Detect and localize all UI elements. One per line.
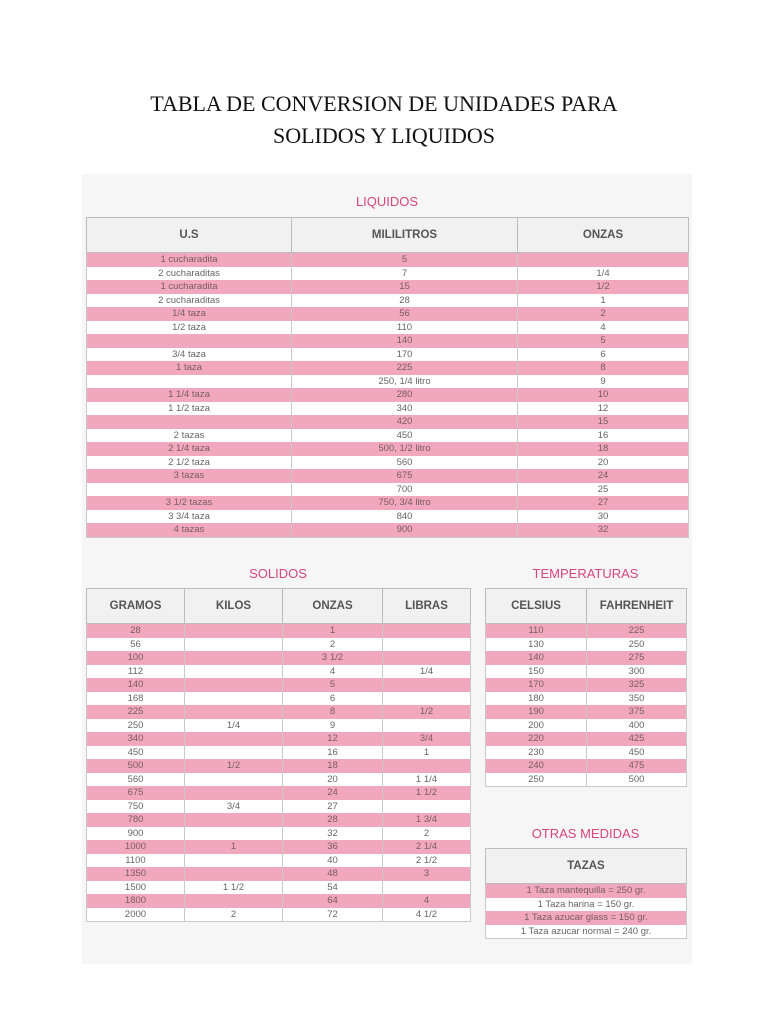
table-cell bbox=[185, 894, 283, 908]
column-header: GRAMOS bbox=[87, 589, 185, 624]
table-cell: 1/4 bbox=[383, 665, 471, 679]
table-cell: 500 bbox=[587, 773, 687, 787]
table-cell: 1/2 bbox=[185, 759, 283, 773]
table-row bbox=[87, 773, 471, 787]
table-cell: 2 bbox=[283, 638, 383, 652]
table-cell bbox=[185, 692, 283, 706]
table-cell: 28 bbox=[87, 624, 185, 638]
table-row bbox=[87, 624, 471, 638]
table-cell: 340 bbox=[292, 402, 518, 416]
table-cell: 1 Taza mantequilla = 250 gr. bbox=[486, 884, 687, 898]
table-cell: 28 bbox=[292, 294, 518, 308]
table-cell: 3/4 bbox=[383, 732, 471, 746]
solidos-title: SOLIDOS bbox=[249, 566, 307, 581]
table-cell bbox=[185, 732, 283, 746]
table-cell: 168 bbox=[87, 692, 185, 706]
table-cell: 1 3/4 bbox=[383, 813, 471, 827]
table-cell: 16 bbox=[283, 746, 383, 760]
table-row bbox=[87, 746, 471, 760]
table-cell bbox=[185, 827, 283, 841]
table-cell: 275 bbox=[587, 651, 687, 665]
table-cell bbox=[518, 253, 689, 267]
table-cell: 1 Taza azucar glass = 150 gr. bbox=[486, 911, 687, 925]
table-cell: 1 1/2 bbox=[185, 881, 283, 895]
table-cell: 1 bbox=[518, 294, 689, 308]
table-cell: 375 bbox=[587, 705, 687, 719]
table-cell bbox=[185, 705, 283, 719]
table-cell: 675 bbox=[292, 469, 518, 483]
table-cell: 2 1/2 bbox=[383, 854, 471, 868]
table-cell bbox=[185, 786, 283, 800]
table-cell: 1 bbox=[383, 746, 471, 760]
table-cell: 900 bbox=[292, 523, 518, 537]
table-cell: 48 bbox=[283, 867, 383, 881]
table-row bbox=[87, 307, 689, 321]
table-row bbox=[87, 442, 689, 456]
solidos-table bbox=[86, 588, 471, 922]
table-row bbox=[87, 375, 689, 389]
table-cell: 1 1/2 taza bbox=[87, 402, 292, 416]
table-row bbox=[486, 925, 687, 939]
table-cell: 225 bbox=[87, 705, 185, 719]
table-cell: 1/4 bbox=[518, 267, 689, 281]
table-cell: 1350 bbox=[87, 867, 185, 881]
table-cell: 12 bbox=[518, 402, 689, 416]
table-cell: 340 bbox=[87, 732, 185, 746]
table-cell: 6 bbox=[518, 348, 689, 362]
table-row bbox=[87, 334, 689, 348]
table-cell: 1/4 bbox=[185, 719, 283, 733]
table-cell: 28 bbox=[283, 813, 383, 827]
table-row bbox=[87, 483, 689, 497]
table-cell: 4 bbox=[383, 894, 471, 908]
table-cell: 190 bbox=[486, 705, 587, 719]
table-row bbox=[486, 732, 687, 746]
table-cell: 18 bbox=[518, 442, 689, 456]
table-cell: 4 tazas bbox=[87, 523, 292, 537]
table-cell: 1 bbox=[283, 624, 383, 638]
table-row bbox=[486, 898, 687, 912]
table-cell: 180 bbox=[486, 692, 587, 706]
table-cell: 1000 bbox=[87, 840, 185, 854]
table-cell bbox=[185, 638, 283, 652]
table-row bbox=[87, 840, 471, 854]
table-row bbox=[87, 678, 471, 692]
table-cell: 170 bbox=[486, 678, 587, 692]
table-row bbox=[486, 651, 687, 665]
table-cell: 1 cucharadita bbox=[87, 280, 292, 294]
table-cell: 2 1/2 taza bbox=[87, 456, 292, 470]
table-cell: 500, 1/2 litro bbox=[292, 442, 518, 456]
table-cell: 300 bbox=[587, 665, 687, 679]
table-row bbox=[87, 253, 689, 267]
table-cell: 3 bbox=[383, 867, 471, 881]
table-row bbox=[87, 908, 471, 922]
table-cell: 36 bbox=[283, 840, 383, 854]
column-header: TAZAS bbox=[486, 849, 687, 884]
table-cell: 16 bbox=[518, 429, 689, 443]
table-cell bbox=[383, 651, 471, 665]
column-header: ONZAS bbox=[283, 589, 383, 624]
table-row bbox=[87, 469, 689, 483]
table-cell: 130 bbox=[486, 638, 587, 652]
table-cell: 700 bbox=[292, 483, 518, 497]
table-cell bbox=[185, 651, 283, 665]
table-cell bbox=[383, 759, 471, 773]
table-cell bbox=[383, 638, 471, 652]
column-header: KILOS bbox=[185, 589, 283, 624]
table-cell: 230 bbox=[486, 746, 587, 760]
temperaturas-table bbox=[485, 588, 687, 787]
table-cell bbox=[87, 415, 292, 429]
table-cell: 30 bbox=[518, 510, 689, 524]
table-cell: 1 bbox=[185, 840, 283, 854]
table-row bbox=[87, 415, 689, 429]
table-row bbox=[87, 854, 471, 868]
table-cell: 110 bbox=[292, 321, 518, 335]
header-row bbox=[87, 218, 689, 253]
table-cell: 1800 bbox=[87, 894, 185, 908]
table-cell: 3/4 taza bbox=[87, 348, 292, 362]
table-cell: 475 bbox=[587, 759, 687, 773]
table-cell: 40 bbox=[283, 854, 383, 868]
table-cell: 4 bbox=[518, 321, 689, 335]
table-cell: 350 bbox=[587, 692, 687, 706]
table-cell: 5 bbox=[292, 253, 518, 267]
table-cell bbox=[185, 813, 283, 827]
table-row bbox=[486, 746, 687, 760]
table-row bbox=[486, 665, 687, 679]
table-cell: 2 bbox=[518, 307, 689, 321]
table-cell: 450 bbox=[587, 746, 687, 760]
table-row bbox=[486, 624, 687, 638]
table-row bbox=[87, 496, 689, 510]
table-cell bbox=[185, 665, 283, 679]
table-cell: 750 bbox=[87, 800, 185, 814]
table-cell: 3 1/2 bbox=[283, 651, 383, 665]
table-cell: 200 bbox=[486, 719, 587, 733]
table-cell: 3 1/2 tazas bbox=[87, 496, 292, 510]
table-cell: 3 tazas bbox=[87, 469, 292, 483]
column-header: FAHRENHEIT bbox=[587, 589, 687, 624]
table-cell: 240 bbox=[486, 759, 587, 773]
header-row bbox=[486, 589, 687, 624]
table-cell: 27 bbox=[283, 800, 383, 814]
table-cell: 1/4 taza bbox=[87, 307, 292, 321]
table-cell: 1 1/4 bbox=[383, 773, 471, 787]
table-cell: 100 bbox=[87, 651, 185, 665]
table-cell: 225 bbox=[292, 361, 518, 375]
table-cell: 8 bbox=[518, 361, 689, 375]
table-cell: 420 bbox=[292, 415, 518, 429]
table-cell: 72 bbox=[283, 908, 383, 922]
table-cell: 2 bbox=[383, 827, 471, 841]
table-cell: 220 bbox=[486, 732, 587, 746]
column-header: ONZAS bbox=[518, 218, 689, 253]
table-cell: 15 bbox=[518, 415, 689, 429]
table-cell: 24 bbox=[283, 786, 383, 800]
table-row bbox=[87, 732, 471, 746]
table-cell bbox=[87, 334, 292, 348]
table-cell: 3/4 bbox=[185, 800, 283, 814]
table-cell: 7 bbox=[292, 267, 518, 281]
table-cell: 2 tazas bbox=[87, 429, 292, 443]
table-cell: 140 bbox=[87, 678, 185, 692]
table-row bbox=[87, 510, 689, 524]
table-row bbox=[87, 429, 689, 443]
temperaturas-title: TEMPERATURAS bbox=[532, 566, 639, 581]
table-row bbox=[87, 388, 689, 402]
table-cell: 1500 bbox=[87, 881, 185, 895]
table-cell: 2 1/4 taza bbox=[87, 442, 292, 456]
table-cell: 20 bbox=[283, 773, 383, 787]
table-cell bbox=[185, 678, 283, 692]
column-header: U.S bbox=[87, 218, 292, 253]
table-row bbox=[87, 692, 471, 706]
table-cell: 27 bbox=[518, 496, 689, 510]
liquidos-title: LIQUIDOS bbox=[355, 194, 419, 209]
table-row bbox=[87, 759, 471, 773]
table-cell: 1/2 bbox=[518, 280, 689, 294]
table-row bbox=[486, 719, 687, 733]
table-cell bbox=[383, 678, 471, 692]
table-cell: 225 bbox=[587, 624, 687, 638]
table-row bbox=[87, 881, 471, 895]
table-cell: 3 3/4 taza bbox=[87, 510, 292, 524]
table-cell: 1 cucharadita bbox=[87, 253, 292, 267]
table-cell bbox=[185, 773, 283, 787]
table-cell: 400 bbox=[587, 719, 687, 733]
table-cell: 2 1/4 bbox=[383, 840, 471, 854]
table-row bbox=[87, 894, 471, 908]
table-cell: 140 bbox=[292, 334, 518, 348]
table-cell: 1 1/4 taza bbox=[87, 388, 292, 402]
table-cell bbox=[383, 881, 471, 895]
table-row bbox=[87, 786, 471, 800]
column-header: MILILITROS bbox=[292, 218, 518, 253]
table-cell: 4 bbox=[283, 665, 383, 679]
column-header: LIBRAS bbox=[383, 589, 471, 624]
table-cell: 2 bbox=[185, 908, 283, 922]
table-cell: 1100 bbox=[87, 854, 185, 868]
table-cell: 840 bbox=[292, 510, 518, 524]
table-cell: 325 bbox=[587, 678, 687, 692]
table-cell: 32 bbox=[518, 523, 689, 537]
table-row bbox=[486, 884, 687, 898]
table-cell: 140 bbox=[486, 651, 587, 665]
table-cell: 450 bbox=[87, 746, 185, 760]
table-cell: 8 bbox=[283, 705, 383, 719]
table-row bbox=[486, 773, 687, 787]
table-cell: 9 bbox=[283, 719, 383, 733]
table-cell: 20 bbox=[518, 456, 689, 470]
table-cell: 24 bbox=[518, 469, 689, 483]
table-row bbox=[87, 813, 471, 827]
table-row bbox=[87, 523, 689, 537]
table-cell: 250, 1/4 litro bbox=[292, 375, 518, 389]
table-row bbox=[486, 705, 687, 719]
table-cell: 1 Taza azucar normal = 240 gr. bbox=[486, 925, 687, 939]
table-cell bbox=[87, 375, 292, 389]
table-cell: 2000 bbox=[87, 908, 185, 922]
table-cell bbox=[383, 800, 471, 814]
table-cell: 900 bbox=[87, 827, 185, 841]
table-cell: 450 bbox=[292, 429, 518, 443]
table-cell: 780 bbox=[87, 813, 185, 827]
table-cell: 1/2 bbox=[383, 705, 471, 719]
table-cell bbox=[185, 624, 283, 638]
otras-medidas-table bbox=[485, 848, 687, 939]
table-cell: 1/2 taza bbox=[87, 321, 292, 335]
table-row bbox=[87, 456, 689, 470]
header-row bbox=[486, 849, 687, 884]
table-cell: 1 1/2 bbox=[383, 786, 471, 800]
document-title bbox=[0, 88, 768, 152]
table-row bbox=[87, 651, 471, 665]
table-row bbox=[87, 348, 689, 362]
table-row bbox=[486, 759, 687, 773]
table-row bbox=[87, 665, 471, 679]
table-cell bbox=[185, 746, 283, 760]
table-row bbox=[87, 294, 689, 308]
table-cell: 250 bbox=[486, 773, 587, 787]
table-cell: 150 bbox=[486, 665, 587, 679]
table-cell: 560 bbox=[87, 773, 185, 787]
table-cell: 1 taza bbox=[87, 361, 292, 375]
table-cell: 15 bbox=[292, 280, 518, 294]
table-cell: 560 bbox=[292, 456, 518, 470]
table-cell: 112 bbox=[87, 665, 185, 679]
table-cell: 54 bbox=[283, 881, 383, 895]
table-cell: 64 bbox=[283, 894, 383, 908]
table-cell bbox=[87, 483, 292, 497]
table-cell: 12 bbox=[283, 732, 383, 746]
table-cell: 280 bbox=[292, 388, 518, 402]
table-cell: 4 1/2 bbox=[383, 908, 471, 922]
table-row bbox=[87, 705, 471, 719]
table-cell: 56 bbox=[87, 638, 185, 652]
table-cell bbox=[185, 854, 283, 868]
otras-medidas-title: OTRAS MEDIDAS bbox=[531, 826, 640, 841]
table-cell: 500 bbox=[87, 759, 185, 773]
table-row bbox=[87, 638, 471, 652]
table-cell: 56 bbox=[292, 307, 518, 321]
table-row bbox=[87, 827, 471, 841]
table-row bbox=[87, 800, 471, 814]
table-cell bbox=[383, 624, 471, 638]
table-row bbox=[87, 321, 689, 335]
table-row bbox=[87, 280, 689, 294]
table-row bbox=[486, 638, 687, 652]
table-cell: 9 bbox=[518, 375, 689, 389]
table-row bbox=[486, 692, 687, 706]
table-cell: 25 bbox=[518, 483, 689, 497]
table-cell: 170 bbox=[292, 348, 518, 362]
header-row bbox=[87, 589, 471, 624]
table-row bbox=[486, 911, 687, 925]
table-row bbox=[486, 678, 687, 692]
liquidos-table bbox=[86, 217, 689, 538]
table-row bbox=[87, 267, 689, 281]
table-cell: 32 bbox=[283, 827, 383, 841]
table-cell: 2 cucharaditas bbox=[87, 294, 292, 308]
table-row bbox=[87, 402, 689, 416]
title-line-1: TABLA DE CONVERSION DE UNIDADES PARA bbox=[150, 91, 618, 116]
table-cell bbox=[185, 867, 283, 881]
table-cell: 10 bbox=[518, 388, 689, 402]
table-cell: 250 bbox=[587, 638, 687, 652]
table-cell: 250 bbox=[87, 719, 185, 733]
table-cell: 5 bbox=[283, 678, 383, 692]
table-cell bbox=[383, 692, 471, 706]
table-cell: 110 bbox=[486, 624, 587, 638]
table-cell: 425 bbox=[587, 732, 687, 746]
table-cell: 6 bbox=[283, 692, 383, 706]
table-cell: 750, 3/4 litro bbox=[292, 496, 518, 510]
table-row bbox=[87, 361, 689, 375]
table-cell bbox=[383, 719, 471, 733]
table-cell: 18 bbox=[283, 759, 383, 773]
table-cell: 675 bbox=[87, 786, 185, 800]
table-cell: 2 cucharaditas bbox=[87, 267, 292, 281]
table-row bbox=[87, 867, 471, 881]
table-cell: 5 bbox=[518, 334, 689, 348]
table-cell: 1 Taza harina = 150 gr. bbox=[486, 898, 687, 912]
title-line-2: SOLIDOS Y LIQUIDOS bbox=[272, 123, 496, 148]
table-row bbox=[87, 719, 471, 733]
column-header: CELSIUS bbox=[486, 589, 587, 624]
